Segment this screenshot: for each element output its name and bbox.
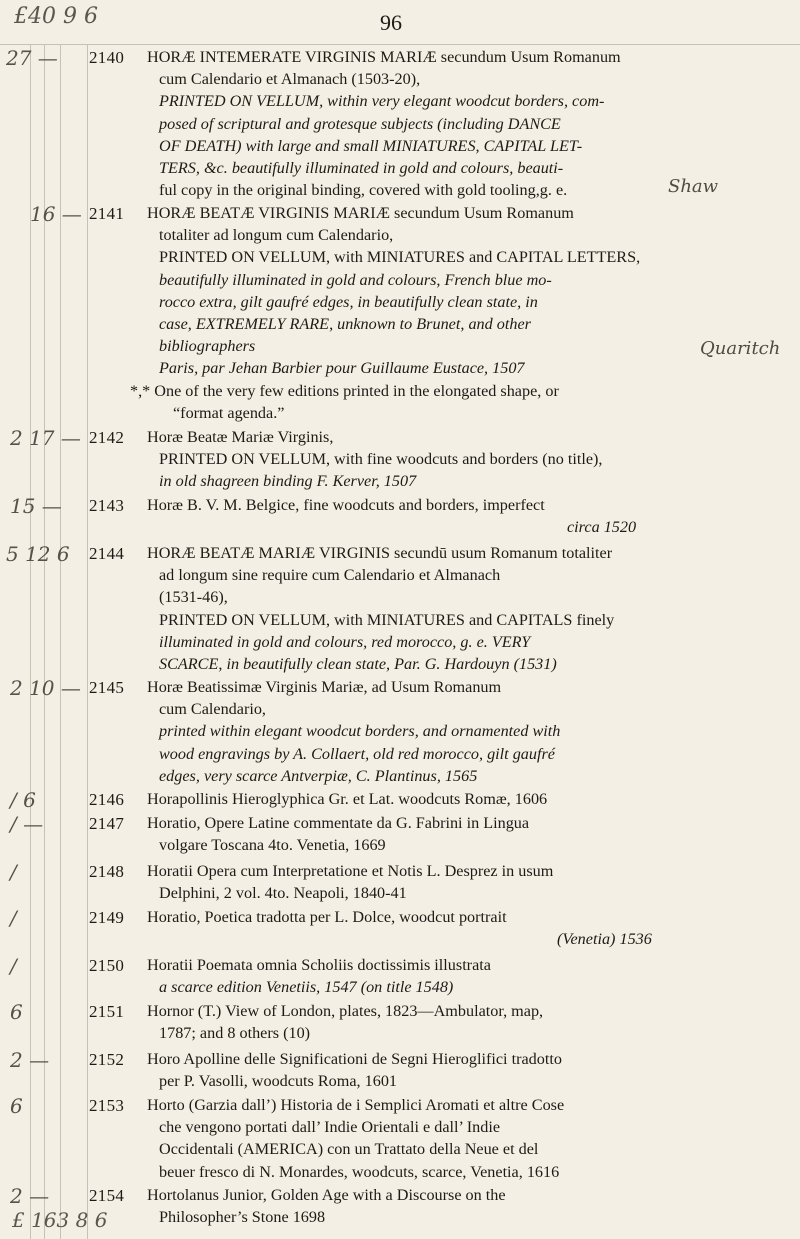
margin-mark-2149: / xyxy=(10,906,17,930)
lot-number-2145: 2145 xyxy=(89,678,125,697)
lot-description-2144: HORÆ BEATÆ MARIÆ VIRGINIS secundū usum Romanum totaliter ad longum sine require cum Calendario et Almanach (1531-46), PRINTED ON VELLUM, with MINIATURES and CAPITALS finely illuminated in gold and colours, red morocco, g. e. VERY SCARCE, in beautifully clean state, Par. G. Hardouyn (1531) xyxy=(147,544,615,674)
lot-number-2154: 2154 xyxy=(89,1186,125,1205)
lot-description-2140: HORÆ INTEMERATE VIRGINIS MARIÆ secundum Usum Romanum cum Calendario et Almanach (1503-20), PRINTED ON VELLUM, within very elegant woodcut borders, com- posed of scriptural and grotesque subjects (including DANCE OF DEATH) with large and small MINIATURES, CAPITAL LET- TERS, &c. beautifully illuminated in gold and colours, beauti- ful copy in the original binding, covered with gold tooling,g. e. xyxy=(147,48,621,200)
margin-mark-2142: 2 17 — xyxy=(10,426,81,450)
lot-description-2145: Horæ Beatissimæ Virginis Mariæ, ad Usum Romanum cum Calendario, printed within elegant woodcut borders, and ornamented with wood engravings by A. Collaert, old red morocco, gilt gaufré edges, very scarce Antverpiæ, C. Plantinus, 1565 xyxy=(147,678,561,785)
price-note-2140: Shaw xyxy=(668,176,719,197)
margin-mark-2147: / — xyxy=(10,812,44,836)
handwritten-header: £40 9 6 xyxy=(14,4,98,29)
lot-description-2148: Horatii Opera cum Interpretatione et Notis L. Desprez in usum Delphini, 2 vol. 4to. Neapoli, 1840-41 xyxy=(147,862,554,903)
lot-number-2152: 2152 xyxy=(89,1050,125,1069)
lot-description-2147: Horatio, Opere Latine commentate da G. Fabrini in Lingua volgare Toscana 4to. Venetia, 1669 xyxy=(147,814,530,855)
lot-description-2153: Horto (Garzia dall’) Historia de i Semplici Aromati et altre Cose che vengono portati dall’ Indie Orientali e dall’ Indie Occidentali (AMERICA) con un Trattato della Neue et del beuer fresco di N. Monardes, woodcuts, scarce, Venetia, 1616 xyxy=(147,1096,565,1181)
lot-number-2146: 2146 xyxy=(89,790,125,809)
edition-note: *,* One of the very few editions printed in the elongated shape, or “format agenda.” xyxy=(130,382,559,423)
margin-mark-2146: / 6 xyxy=(10,788,36,812)
lot-number-2151: 2151 xyxy=(89,1002,125,1021)
margin-rule-4 xyxy=(87,44,88,1239)
price-note-2141: Quaritch xyxy=(700,338,781,359)
margin-mark-2140: 27 — xyxy=(6,46,58,70)
lot-description-2146: Horapollinis Hieroglyphica Gr. et Lat. woodcuts Romæ, 1606 xyxy=(147,790,548,808)
lot-number-2141: 2141 xyxy=(89,204,125,223)
lot-number-2140: 2140 xyxy=(89,48,125,67)
margin-mark-2153: 6 xyxy=(10,1094,23,1118)
margin-mark-2148: / xyxy=(10,860,17,884)
margin-mark-2144: 5 12 6 xyxy=(6,542,70,566)
lot-number-2143: 2143 xyxy=(89,496,125,515)
margin-mark-2151: 6 xyxy=(10,1000,23,1024)
lot-description-2142: Horæ Beatæ Mariæ Virginis, PRINTED ON VELLUM, with fine woodcuts and borders (no title), in old shagreen binding F. Kerver, 1507 xyxy=(147,428,603,491)
lot-number-2144: 2144 xyxy=(89,544,125,563)
lot-number-2153: 2153 xyxy=(89,1096,125,1115)
lot-description-2141: HORÆ BEATÆ VIRGINIS MARIÆ secundum Usum Romanum totaliter ad longum cum Calendario, PRINTED ON VELLUM, with MINIATURES and CAPITAL LETTERS, beautifully illuminated in gold and colours, French blue mo- rocco extra, gilt gaufré edges, in beautifully clean state, in case, EXTREMELY RARE, unknown to Brunet, and other bibliographers Paris, par Jehan Barbier pour Guillaume Eustace, 1507 xyxy=(147,204,641,378)
lot-number-2142: 2142 xyxy=(89,428,125,447)
lot-description-2152: Horo Apolline delle Significationi de Segni Hieroglifici tradotto per P. Vasolli, woodcuts Roma, 1601 xyxy=(147,1050,562,1091)
lot-number-2148: 2148 xyxy=(89,862,125,881)
handwritten-footer: £ 163 8 6 xyxy=(12,1208,108,1232)
lot-number-2150: 2150 xyxy=(89,956,125,975)
margin-mark-2150: / xyxy=(10,954,17,978)
lot-description-2151: Hornor (T.) View of London, plates, 1823—Ambulator, map, 1787; and 8 others (10) xyxy=(147,1002,544,1043)
margin-mark-2141: 16 — xyxy=(30,202,82,226)
margin-mark-2145: 2 10 — xyxy=(10,676,81,700)
lot-number-2147: 2147 xyxy=(89,814,125,833)
page-number: 96 xyxy=(380,10,402,35)
header-rule xyxy=(0,44,800,45)
margin-mark-2152: 2 — xyxy=(10,1048,50,1072)
lot-description-2154: Hortolanus Junior, Golden Age with a Discourse on the Philosopher’s Stone 1698 xyxy=(147,1186,506,1227)
margin-mark-2154: 2 — xyxy=(10,1184,50,1208)
lot-description-2149: Horatio, Poetica tradotta per L. Dolce, woodcut portrait (Venetia) 1536 xyxy=(147,908,652,949)
lot-description-2143: Horæ B. V. M. Belgice, fine woodcuts and borders, imperfect circa 1520 xyxy=(147,496,637,537)
lot-description-2150: Horatii Poemata omnia Scholiis doctissimis illustrata a scarce edition Venetiis, 1547 (on title 1548) xyxy=(147,956,491,997)
lot-number-2149: 2149 xyxy=(89,908,125,927)
margin-mark-2143: 15 — xyxy=(10,494,62,518)
